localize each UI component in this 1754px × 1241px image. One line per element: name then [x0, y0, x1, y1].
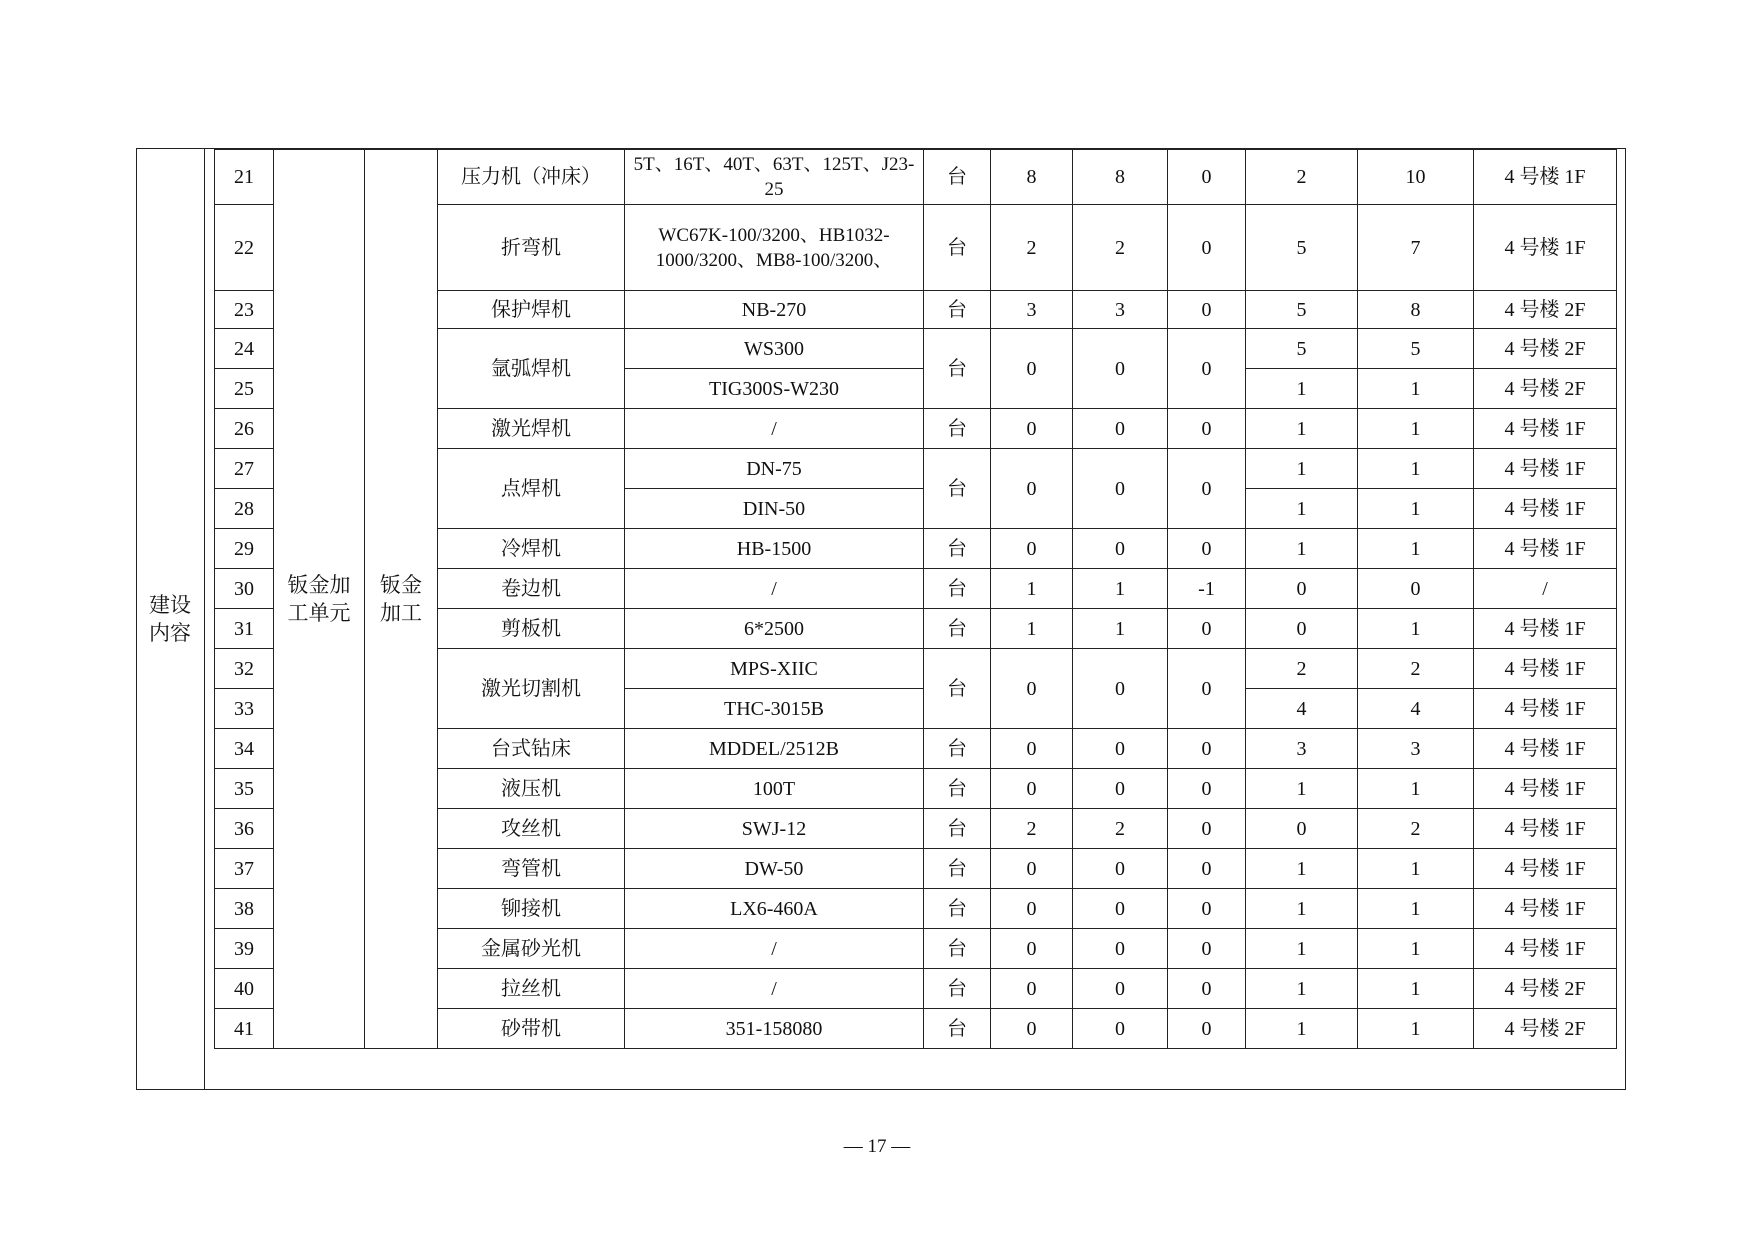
cell-qty-1: 0	[991, 849, 1073, 889]
cell-equipment-name: 弯管机	[438, 849, 625, 889]
cell-no: 29	[215, 529, 274, 569]
cell-qty-4: 1	[1246, 889, 1358, 929]
cell-location: 4 号楼 2F	[1474, 291, 1617, 329]
cell-qty-4: 5	[1246, 291, 1358, 329]
cell-equipment-name: 拉丝机	[438, 969, 625, 1009]
cell-location: 4 号楼 1F	[1474, 150, 1617, 205]
cell-model: LX6-460A	[625, 889, 924, 929]
cell-qty-3: 0	[1168, 150, 1246, 205]
cell-location: 4 号楼 2F	[1474, 1009, 1617, 1049]
cell-qty-4: 0	[1246, 609, 1358, 649]
cell-qty-2: 0	[1073, 409, 1168, 449]
cell-no: 31	[215, 609, 274, 649]
cell-qty-1: 0	[991, 409, 1073, 449]
cell-location: 4 号楼 1F	[1474, 205, 1617, 291]
cell-location: 4 号楼 1F	[1474, 489, 1617, 529]
cell-model: 351-158080	[625, 1009, 924, 1049]
cell-unit: 台	[924, 929, 991, 969]
cell-unit: 台	[924, 809, 991, 849]
cell-equipment-name: 点焊机	[438, 449, 625, 529]
cell-qty-3: 0	[1168, 849, 1246, 889]
cell-model: HB-1500	[625, 529, 924, 569]
cell-qty-3: 0	[1168, 929, 1246, 969]
cell-no: 23	[215, 291, 274, 329]
cell-qty-5: 1	[1358, 849, 1474, 889]
cell-qty-5: 8	[1358, 291, 1474, 329]
cell-qty-2: 1	[1073, 609, 1168, 649]
cell-location: 4 号楼 1F	[1474, 849, 1617, 889]
cell-no: 25	[215, 369, 274, 409]
cell-qty-4: 1	[1246, 1009, 1358, 1049]
cell-qty-5: 1	[1358, 369, 1474, 409]
cell-qty-4: 1	[1246, 929, 1358, 969]
cell-equipment-name: 冷焊机	[438, 529, 625, 569]
cell-qty-5: 1	[1358, 929, 1474, 969]
cell-no: 33	[215, 689, 274, 729]
cell-qty-1: 0	[991, 889, 1073, 929]
cell-model: DN-75	[625, 449, 924, 489]
cell-unit: 台	[924, 849, 991, 889]
cell-qty-2: 0	[1073, 529, 1168, 569]
cell-equipment-name: 台式钻床	[438, 729, 625, 769]
cell-model: 5T、16T、40T、63T、125T、J23-25	[625, 150, 924, 205]
cell-equipment-name: 卷边机	[438, 569, 625, 609]
cell-no: 38	[215, 889, 274, 929]
cell-location: 4 号楼 2F	[1474, 969, 1617, 1009]
cell-qty-5: 1	[1358, 889, 1474, 929]
cell-model: /	[625, 969, 924, 1009]
cell-unit-group-text: 钣金加工单元	[287, 573, 351, 625]
cell-location: 4 号楼 1F	[1474, 649, 1617, 689]
cell-qty-4: 1	[1246, 969, 1358, 1009]
cell-qty-4: 1	[1246, 529, 1358, 569]
cell-process-group	[365, 150, 438, 1049]
cell-location: 4 号楼 1F	[1474, 809, 1617, 849]
cell-equipment-name: 砂带机	[438, 1009, 625, 1049]
cell-no: 39	[215, 929, 274, 969]
cell-qty-3: 0	[1168, 205, 1246, 291]
cell-no: 32	[215, 649, 274, 689]
cell-location: 4 号楼 1F	[1474, 769, 1617, 809]
cell-equipment-name: 保护焊机	[438, 291, 625, 329]
cell-qty-3: 0	[1168, 609, 1246, 649]
cell-no: 21	[215, 150, 274, 205]
cell-unit: 台	[924, 889, 991, 929]
cell-qty-4: 5	[1246, 329, 1358, 369]
cell-qty-3: 0	[1168, 449, 1246, 529]
cell-model: DW-50	[625, 849, 924, 889]
cell-location: 4 号楼 1F	[1474, 529, 1617, 569]
cell-qty-3: 0	[1168, 969, 1246, 1009]
cell-qty-5: 1	[1358, 529, 1474, 569]
cell-location: 4 号楼 2F	[1474, 369, 1617, 409]
cell-qty-1: 0	[991, 329, 1073, 409]
cell-no: 37	[215, 849, 274, 889]
cell-qty-5: 2	[1358, 649, 1474, 689]
cell-qty-5: 0	[1358, 569, 1474, 609]
cell-qty-5: 5	[1358, 329, 1474, 369]
cell-qty-3: 0	[1168, 809, 1246, 849]
cell-model: NB-270	[625, 291, 924, 329]
cell-qty-1: 0	[991, 969, 1073, 1009]
cell-unit: 台	[924, 329, 991, 409]
cell-qty-2: 0	[1073, 329, 1168, 409]
cell-qty-5: 2	[1358, 809, 1474, 849]
cell-equipment-name: 金属砂光机	[438, 929, 625, 969]
cell-no: 24	[215, 329, 274, 369]
cell-model: SWJ-12	[625, 809, 924, 849]
cell-model: TIG300S-W230	[625, 369, 924, 409]
cell-equipment-name: 铆接机	[438, 889, 625, 929]
cell-no: 22	[215, 205, 274, 291]
cell-no: 27	[215, 449, 274, 489]
cell-qty-2: 0	[1073, 849, 1168, 889]
cell-qty-3: 0	[1168, 329, 1246, 409]
cell-qty-1: 0	[991, 729, 1073, 769]
cell-model: WC67K-100/3200、HB1032-1000/3200、MB8-100/3200、	[625, 205, 924, 291]
cell-unit-group	[274, 150, 365, 1049]
cell-qty-4: 5	[1246, 205, 1358, 291]
cell-location: 4 号楼 1F	[1474, 729, 1617, 769]
cell-unit: 台	[924, 769, 991, 809]
cell-unit: 台	[924, 569, 991, 609]
section-label-text: 建设内容	[149, 593, 191, 645]
cell-qty-2: 0	[1073, 649, 1168, 729]
cell-equipment-name: 氩弧焊机	[438, 329, 625, 409]
cell-qty-3: 0	[1168, 291, 1246, 329]
cell-qty-3: 0	[1168, 409, 1246, 449]
cell-qty-4: 4	[1246, 689, 1358, 729]
cell-no: 28	[215, 489, 274, 529]
cell-qty-1: 0	[991, 529, 1073, 569]
cell-qty-2: 0	[1073, 449, 1168, 529]
cell-qty-2: 8	[1073, 150, 1168, 205]
cell-qty-5: 10	[1358, 150, 1474, 205]
cell-qty-5: 1	[1358, 489, 1474, 529]
cell-model: THC-3015B	[625, 689, 924, 729]
cell-unit: 台	[924, 609, 991, 649]
cell-qty-2: 0	[1073, 1009, 1168, 1049]
cell-qty-4: 1	[1246, 409, 1358, 449]
cell-qty-5: 3	[1358, 729, 1474, 769]
cell-unit: 台	[924, 150, 991, 205]
cell-location: 4 号楼 1F	[1474, 889, 1617, 929]
cell-no: 34	[215, 729, 274, 769]
cell-qty-4: 1	[1246, 369, 1358, 409]
cell-qty-3: -1	[1168, 569, 1246, 609]
cell-unit: 台	[924, 1009, 991, 1049]
cell-model: MDDEL/2512B	[625, 729, 924, 769]
cell-qty-3: 0	[1168, 889, 1246, 929]
cell-qty-2: 0	[1073, 969, 1168, 1009]
cell-process-group-text: 钣金加工	[380, 573, 422, 625]
cell-qty-2: 3	[1073, 291, 1168, 329]
cell-qty-1: 1	[991, 569, 1073, 609]
cell-equipment-name: 液压机	[438, 769, 625, 809]
cell-equipment-name: 折弯机	[438, 205, 625, 291]
cell-qty-5: 1	[1358, 1009, 1474, 1049]
cell-location: 4 号楼 1F	[1474, 409, 1617, 449]
cell-qty-3: 0	[1168, 1009, 1246, 1049]
cell-unit: 台	[924, 649, 991, 729]
cell-no: 30	[215, 569, 274, 609]
cell-qty-4: 1	[1246, 849, 1358, 889]
cell-no: 26	[215, 409, 274, 449]
cell-equipment-name: 压力机（冲床）	[438, 150, 625, 205]
cell-no: 40	[215, 969, 274, 1009]
cell-model: /	[625, 929, 924, 969]
cell-qty-4: 1	[1246, 489, 1358, 529]
cell-qty-1: 2	[991, 809, 1073, 849]
cell-qty-4: 0	[1246, 809, 1358, 849]
cell-no: 41	[215, 1009, 274, 1049]
cell-qty-4: 3	[1246, 729, 1358, 769]
equipment-table	[214, 149, 1617, 1049]
cell-model: 6*2500	[625, 609, 924, 649]
cell-qty-5: 7	[1358, 205, 1474, 291]
cell-unit: 台	[924, 409, 991, 449]
cell-model: MPS-XIIC	[625, 649, 924, 689]
cell-no: 35	[215, 769, 274, 809]
table-row	[215, 150, 1617, 205]
cell-qty-2: 0	[1073, 729, 1168, 769]
cell-location: 4 号楼 1F	[1474, 609, 1617, 649]
cell-qty-3: 0	[1168, 729, 1246, 769]
cell-model: WS300	[625, 329, 924, 369]
cell-model: /	[625, 409, 924, 449]
cell-equipment-name: 剪板机	[438, 609, 625, 649]
cell-qty-4: 1	[1246, 769, 1358, 809]
cell-qty-1: 0	[991, 769, 1073, 809]
cell-qty-4: 0	[1246, 569, 1358, 609]
cell-equipment-name: 激光切割机	[438, 649, 625, 729]
cell-location: 4 号楼 1F	[1474, 449, 1617, 489]
cell-qty-2: 0	[1073, 929, 1168, 969]
cell-qty-3: 0	[1168, 649, 1246, 729]
cell-location: 4 号楼 1F	[1474, 689, 1617, 729]
cell-location: 4 号楼 2F	[1474, 329, 1617, 369]
cell-equipment-name: 攻丝机	[438, 809, 625, 849]
cell-equipment-name: 激光焊机	[438, 409, 625, 449]
cell-qty-4: 1	[1246, 449, 1358, 489]
cell-qty-3: 0	[1168, 529, 1246, 569]
section-label	[136, 148, 204, 1090]
cell-qty-2: 1	[1073, 569, 1168, 609]
cell-qty-1: 2	[991, 205, 1073, 291]
cell-model: /	[625, 569, 924, 609]
cell-qty-1: 8	[991, 150, 1073, 205]
cell-location: 4 号楼 1F	[1474, 929, 1617, 969]
equipment-table-body	[215, 150, 1617, 1049]
cell-qty-1: 0	[991, 1009, 1073, 1049]
cell-qty-1: 1	[991, 609, 1073, 649]
cell-qty-5: 1	[1358, 769, 1474, 809]
cell-qty-1: 0	[991, 449, 1073, 529]
cell-no: 36	[215, 809, 274, 849]
cell-qty-3: 0	[1168, 769, 1246, 809]
page-number: — 17 —	[843, 1136, 911, 1157]
cell-qty-2: 0	[1073, 889, 1168, 929]
cell-unit: 台	[924, 969, 991, 1009]
cell-unit: 台	[924, 449, 991, 529]
cell-unit: 台	[924, 205, 991, 291]
cell-qty-1: 3	[991, 291, 1073, 329]
cell-qty-1: 0	[991, 649, 1073, 729]
outer-frame-divider	[204, 148, 205, 1090]
cell-qty-5: 4	[1358, 689, 1474, 729]
cell-qty-5: 1	[1358, 969, 1474, 1009]
cell-model: 100T	[625, 769, 924, 809]
cell-qty-4: 2	[1246, 150, 1358, 205]
cell-qty-2: 2	[1073, 205, 1168, 291]
cell-qty-1: 0	[991, 929, 1073, 969]
cell-qty-2: 2	[1073, 809, 1168, 849]
cell-unit: 台	[924, 291, 991, 329]
cell-location: /	[1474, 569, 1617, 609]
cell-qty-4: 2	[1246, 649, 1358, 689]
cell-qty-5: 1	[1358, 609, 1474, 649]
cell-model: DIN-50	[625, 489, 924, 529]
cell-qty-5: 1	[1358, 409, 1474, 449]
cell-qty-2: 0	[1073, 769, 1168, 809]
cell-unit: 台	[924, 729, 991, 769]
cell-qty-5: 1	[1358, 449, 1474, 489]
cell-unit: 台	[924, 529, 991, 569]
